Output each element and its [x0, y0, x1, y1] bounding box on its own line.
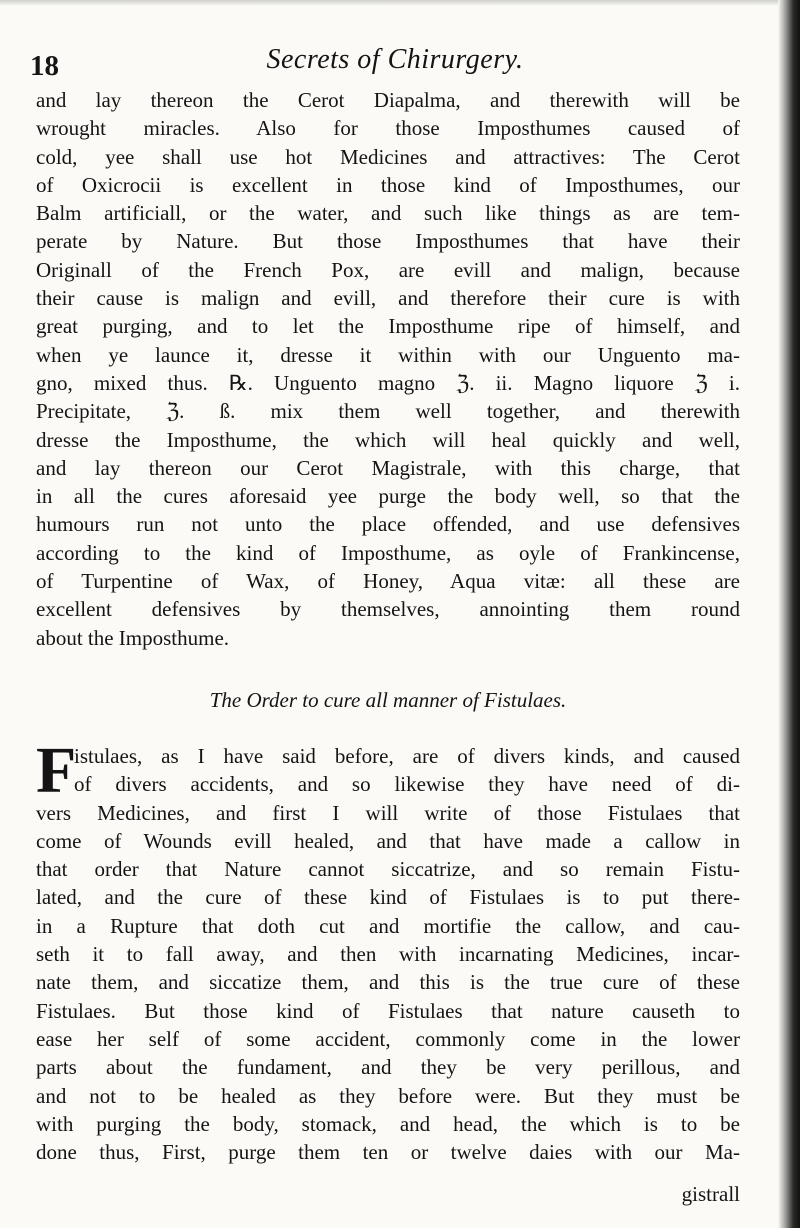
text-line: perate by Nature. But those Imposthumes that have their	[36, 229, 740, 254]
text-line: and not to be healed as they before were. But they must be	[36, 1083, 740, 1108]
text-line: vers Medicines, and first I will write of those Fistulaes that	[36, 800, 740, 825]
running-title: Secrets of Chirurgery.	[266, 44, 524, 75]
section-heading: The Order to cure all manner of Fistulaes.	[209, 688, 567, 712]
text-line: gno, mixed thus. ℞. Unguento magno ℨ. ii. Magno liquore ℨ i.	[36, 370, 740, 395]
text-line: of Oxicrocii is excellent in those kind of Imposthumes, our	[36, 172, 740, 197]
text-line: wrought miracles. Also for those Imposthumes caused of	[36, 116, 740, 141]
page-number: 18	[30, 50, 59, 82]
page-top-edge	[0, 0, 800, 6]
drop-cap: F	[36, 734, 77, 807]
text-line: according to the kind of Imposthume, as oyle of Frankincense,	[36, 540, 740, 565]
text-line: excellent defensives by themselves, annointing them round	[36, 597, 740, 622]
text-line: istulaes, as I have said before, are of divers kinds, and caused	[74, 744, 740, 768]
text-line: humours run not unto the place offended, and use defensives	[36, 512, 740, 537]
text-line: come of Wounds evill healed, and that have made a callow in	[36, 828, 740, 853]
text-line: Balm artificiall, or the water, and such like things as are tem-	[36, 201, 740, 226]
text-line: their cause is malign and evill, and therefore their cure is with	[36, 286, 740, 311]
text-line: Fistulaes. But those kind of Fistulaes that nature causeth to	[36, 998, 740, 1023]
text-line: that order that Nature cannot siccatrize, and so remain Fistu-	[36, 857, 740, 882]
paragraph-imposthumes	[36, 86, 740, 652]
text-line: cold, yee shall use hot Medicines and attractives: The Cerot	[36, 144, 740, 169]
page-binding-edge	[778, 0, 800, 1228]
text-line: of divers accidents, and so likewise they have need of di-	[74, 772, 740, 797]
text-line: parts about the fundament, and they be very perillous, and	[36, 1055, 740, 1080]
text-line: and lay thereon our Cerot Magistrale, with this charge, that	[36, 455, 740, 480]
text-line: Originall of the French Pox, are evill and malign, because	[36, 257, 740, 282]
page-header	[30, 40, 760, 88]
text-line: of Turpentine of Wax, of Honey, Aqua vitæ: all these are	[36, 569, 740, 594]
text-line: Precipitate, ℨ. ß. mix them well together, and therewith	[36, 399, 740, 424]
text-line: with purging the body, stomack, and head, the which is to be	[36, 1111, 740, 1136]
catchword: gistrall	[681, 1182, 740, 1206]
text-line: seth it to fall away, and then with incarnating Medicines, incar-	[36, 942, 740, 967]
text-line: when ye launce it, dresse it within with our Unguento ma-	[36, 342, 740, 367]
text-line: nate them, and siccatize them, and this is the true cure of these	[36, 970, 740, 995]
text-line: great purging, and to let the Imposthume ripe of himself, and	[36, 314, 740, 339]
text-line: in all the cures aforesaid yee purge the body well, so that the	[36, 484, 740, 509]
text-line: in a Rupture that doth cut and mortifie the callow, and cau-	[36, 913, 740, 938]
text-line: dresse the Imposthume, the which will heal quickly and well,	[36, 427, 740, 452]
text-line: lated, and the cure of these kind of Fistulaes is to put there-	[36, 885, 740, 910]
text-line: and lay thereon the Cerot Diapalma, and therewith will be	[36, 88, 740, 112]
text-line: about the Imposthume.	[36, 625, 230, 650]
text-line: ease her self of some accident, commonly come in the lower	[36, 1026, 740, 1051]
paragraph-fistulaes	[36, 734, 740, 1166]
text-line: done thus, First, purge them ten or twelve daies with our Ma-	[36, 1140, 740, 1165]
